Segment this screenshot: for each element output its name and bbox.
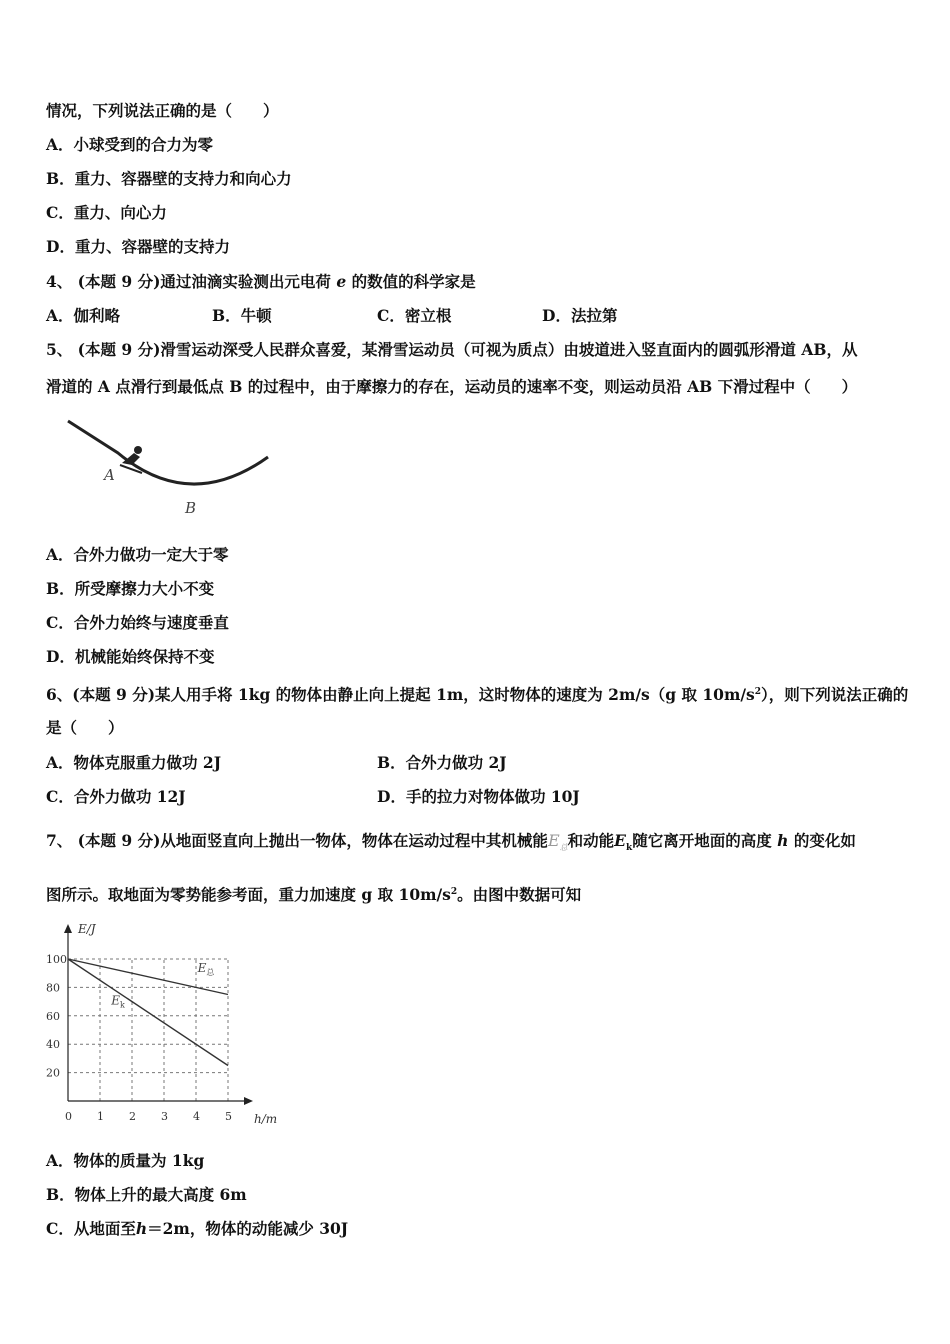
option-label: A． <box>46 1151 74 1170</box>
y-axis-arrow-icon <box>64 924 72 933</box>
energy-height-chart <box>38 915 288 1130</box>
y-tick-label: 100 <box>46 953 67 966</box>
y-tick-label: 80 <box>46 981 60 995</box>
q6-stem-sup: 2 <box>754 687 761 697</box>
q3-option-c <box>46 203 167 223</box>
option-text-pre: 从地面至 <box>73 1219 136 1238</box>
y-tick-label: 60 <box>46 1009 60 1023</box>
q7-stem2-sup: 2 <box>450 887 458 897</box>
q7-stem-mid: 和动能 <box>567 831 615 850</box>
option-label: A． <box>46 753 74 772</box>
option-label: C． <box>46 1219 74 1238</box>
option-label: C． <box>46 787 74 806</box>
option-text: 牛顿 <box>240 306 272 325</box>
q6-stem-pre: 6、(本题 9 分)某人用手将 1kg 的物体由静止向上提起 1m，这时物体的速度为 2m/s（g 取 10m/s <box>46 685 755 705</box>
q5-option-d <box>46 647 214 667</box>
option-text-post: ＝2m，物体的动能减少 30J <box>147 1219 349 1238</box>
q5-slope-figure <box>60 415 280 525</box>
option-text: 物体克服重力做功 2J <box>73 753 222 772</box>
q7-option-c <box>46 1219 348 1239</box>
q6-option-d <box>377 787 580 807</box>
option-text: 机械能始终保持不变 <box>74 647 215 666</box>
q7-stem-post: 的变化如 <box>793 831 856 850</box>
option-text: 合外力做功 12J <box>73 787 186 806</box>
q5-stem-line1: 5、 (本题 9 分)滑雪运动深受人民群众喜爱，某滑雪运动员（可视为质点）由坡道进入竖直面内的圆弧形滑道 AB，从 <box>46 340 858 359</box>
option-text: 重力、容器壁的支持力 <box>74 237 230 256</box>
e-total-symbol <box>547 831 568 853</box>
option-label: B． <box>46 579 75 598</box>
q5-stem-line2: 滑道的 A 点滑行到最低点 B 的过程中，由于摩擦力的存在，运动员的速率不变，则运动员沿 AB 下滑过程中（ ） <box>46 377 858 396</box>
series-label-e-total: $E_总$ <box>197 960 215 977</box>
option-text: 密立根 <box>404 306 452 325</box>
option-label: B． <box>46 1185 75 1204</box>
option-label: B． <box>46 169 75 188</box>
q3-option-b <box>46 169 292 189</box>
q6-option-c <box>46 787 186 807</box>
q7-stem2-post: 。由图中数据可知 <box>457 885 582 905</box>
option-label: B． <box>377 753 406 772</box>
q4-stem-post: 的数值的科学家是 <box>351 272 476 291</box>
option-text: 合外力做功一定大于零 <box>73 545 229 564</box>
q5-option-a <box>46 545 229 565</box>
q4-option-b <box>212 306 272 326</box>
q6-stem-line2: 是（ ） <box>46 718 124 737</box>
option-text: 合外力始终与速度垂直 <box>73 613 229 632</box>
option-text: 合外力做功 2J <box>405 753 507 772</box>
option-text: 伽利略 <box>73 306 121 325</box>
q6-stem-line1 <box>46 682 908 705</box>
point-a-label: A <box>104 466 115 484</box>
y-tick-label: 20 <box>46 1066 60 1080</box>
series-label-sub: k <box>119 1000 125 1010</box>
x-tick-label: 4 <box>193 1110 200 1123</box>
ek-sub: k <box>625 843 633 854</box>
option-text: 重力、向心力 <box>73 203 167 222</box>
option-label: D． <box>46 237 75 256</box>
x-tick-label: 2 <box>129 1110 136 1123</box>
q4-stem-pre: 4、 (本题 9 分)通过油滴实验测出元电荷 <box>46 272 331 291</box>
option-label: A． <box>46 545 74 564</box>
slope-track <box>68 421 268 484</box>
q3-option-d <box>46 237 230 257</box>
option-label: A． <box>46 306 74 325</box>
q4-option-c <box>377 306 451 326</box>
series-label-ek: $E_k$ <box>111 993 125 1010</box>
y-axis-label: E/J <box>78 922 96 936</box>
q4-option-a <box>46 306 120 326</box>
x-axis-label: h/m <box>254 1112 278 1126</box>
q7-option-a <box>46 1151 204 1171</box>
series-label-sub: 总 <box>206 967 215 977</box>
option-label: C． <box>46 203 74 222</box>
series-line-ek <box>68 959 228 1066</box>
q7-stem-mid2: 随它离开地面的高度 <box>632 831 772 850</box>
q4-stem <box>46 272 476 292</box>
option-label: A． <box>46 135 74 154</box>
option-label: D． <box>46 647 75 666</box>
q6-stem-post: ），则下列说法正确的 <box>761 685 909 705</box>
x-tick-label: 0 <box>65 1110 72 1123</box>
q4-stem-var: e <box>336 272 347 291</box>
x-axis-arrow-icon <box>244 1097 253 1105</box>
q4-option-d <box>542 306 617 326</box>
x-tick-label: 1 <box>97 1110 104 1123</box>
q6-option-a <box>46 753 221 773</box>
q5-option-c <box>46 613 229 633</box>
e-total-main: E <box>547 831 560 850</box>
h-symbol: h <box>777 831 789 850</box>
e-total-sub: 总 <box>559 843 568 853</box>
q7-option-b <box>46 1185 247 1205</box>
option-text: 所受摩擦力大小不变 <box>74 579 215 598</box>
option-label: C． <box>46 613 74 632</box>
q3-option-a <box>46 135 213 155</box>
ek-symbol: E <box>614 831 626 850</box>
option-text: 物体的质量为 1kg <box>73 1151 205 1170</box>
q3-stem-tail: 情况，下列说法正确的是（ ） <box>46 101 279 120</box>
option-label: D． <box>377 787 406 806</box>
option-label: B． <box>212 306 241 325</box>
option-text: 小球受到的合力为零 <box>73 135 214 154</box>
option-text: 法拉第 <box>570 306 618 325</box>
q6-option-b <box>377 753 507 773</box>
x-tick-label: 3 <box>161 1110 168 1123</box>
q7-stem2-pre: 图所示。取地面为零势能参考面，重力加速度 g 取 10m/s <box>46 885 451 905</box>
x-tick-label: 5 <box>225 1110 232 1123</box>
q7-stem-line2 <box>46 882 581 905</box>
option-var: h <box>135 1219 148 1238</box>
q5-option-b <box>46 579 214 599</box>
option-text: 手的拉力对物体做功 10J <box>405 787 580 806</box>
option-text: 物体上升的最大高度 6m <box>74 1185 247 1204</box>
option-label: C． <box>377 306 405 325</box>
option-label: D． <box>542 306 571 325</box>
option-text: 重力、容器壁的支持力和向心力 <box>74 169 292 188</box>
y-tick-label: 40 <box>46 1038 60 1052</box>
q7-stem-pre: 7、 (本题 9 分)从地面竖直向上抛出一物体，物体在运动过程中其机械能 <box>46 831 548 850</box>
q7-stem-line1 <box>46 831 856 858</box>
point-b-label: B <box>185 499 197 517</box>
